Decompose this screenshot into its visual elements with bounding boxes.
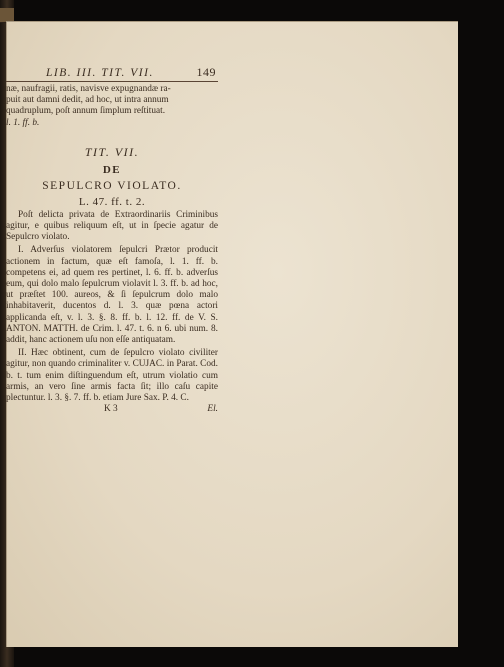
intro-block [6,84,218,129]
intro-line: næ, naufragii, ratis, navisve expugnandæ ra- [6,84,171,94]
title-de: DE [102,163,122,176]
intro-line: l. 1. ff. b. [6,117,40,128]
page-footer [6,404,218,415]
intro-line: quadruplum, poſt annum ſimplum reſtituat. [6,106,166,117]
paragraph-preface: Poſt delicta privata de Extraordinariis Criminibus agitur, e quibus reliquum eſt, ut in ſpecie agatur de Sepulcro violato. [6,209,218,243]
printed-text-block [6,65,218,415]
catchword: El. [207,404,218,415]
header-rule [6,81,218,82]
title-tit: TIT. VII. [84,144,140,159]
running-header [6,65,218,80]
title-subject: SEPULCRO VIOLATO. [42,179,182,192]
paragraph-section-1: I. Adverſus violatorem ſepulcri Prætor producit actionem in factum, quæ eſt famoſa, l. 1. ff. b. competens ei, ad quem res pertinet, l. 6. ff. b. adverſus eum, qui dolo malo ſepulcrum violavit l. 3. ff. b. ad hoc, ut præſtet 100. aureos, & ſi ſepulcrum dolo malo inhabitaverit, ducentos d. l. 3. quæ pœna actori applicanda eſt, v. l. 3. §. 8. ff. b. l. 12. ff. de V. S. ANTON. MATTH. de Crim. l. 47. t. 6. n 6. ubi num. 8. addit, hanc actionem uſu non eſſe antiquatam. [6,245,218,346]
signature-mark: K 3 [104,404,118,415]
title-reference: L. 47. ff. t. 2. [78,195,146,208]
paragraph-section-2: II. Hæc obtinent, cum de ſepulcro violato civiliter agitur, non quando criminaliter v. CUJAC. in Parat. Cod. b. t. tum enim diſtinguendum eſt, utrum violatio cum armis, an vero ſine armis facta ſit; illo caſu capite plectuntur. l. 3. §. 7. ff. b. etiam Jure Sax. P. 4. C. [6,348,218,404]
running-title: LIB. III. TIT. VII. [46,67,154,79]
page-number: 149 [196,65,216,79]
intro-line: puit aut damni dedit, ad hoc, ut intra annum [6,95,169,106]
